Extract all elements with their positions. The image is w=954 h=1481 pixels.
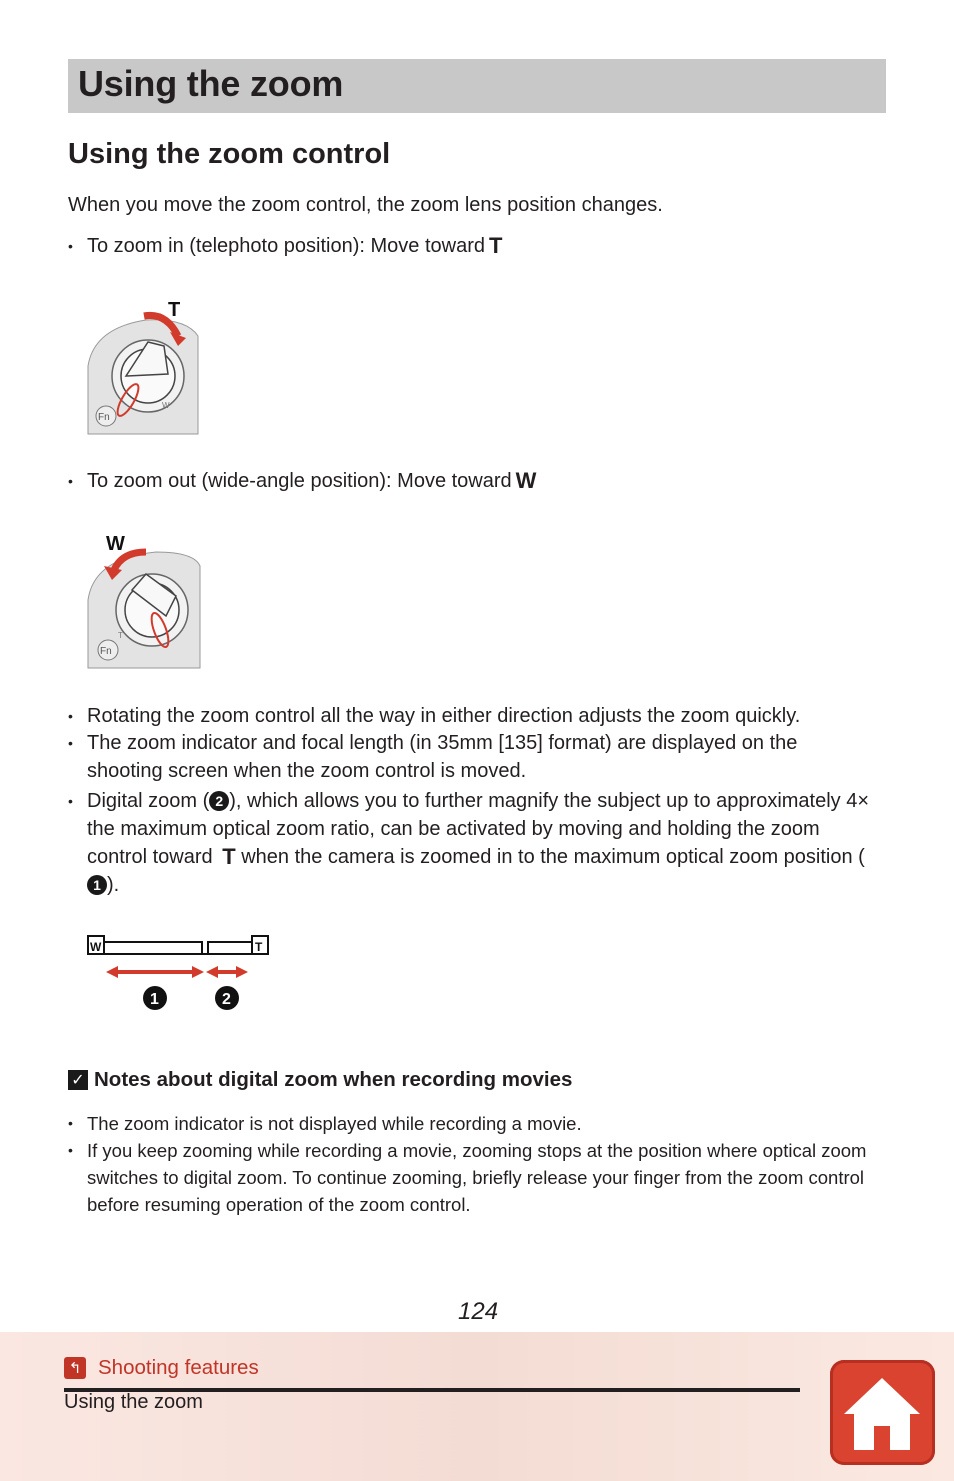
bullet-indicator-text: The zoom indicator and focal length (in 35mm [135] format) are displayed on the shooting screen when the zoom control is moved.	[87, 732, 798, 782]
bullet-tele-text: To zoom in (telephoto position): Move toward	[87, 235, 485, 257]
tele-glyph: T	[488, 233, 503, 258]
zoom-control-tele-figure	[86, 296, 202, 436]
back-arrow-icon: ↰	[64, 1357, 86, 1379]
wide-figure-label: W	[106, 533, 125, 555]
bullet-wide-text: To zoom out (wide-angle position): Move toward	[87, 470, 512, 492]
intro-text: When you move the zoom control, the zoom lens position changes.	[68, 194, 663, 216]
digital-text-4: ).	[107, 874, 120, 896]
circled-number-1: 1	[87, 875, 107, 895]
section-title: Using the zoom control	[68, 138, 391, 170]
footer-link-shooting-features[interactable]	[64, 1356, 259, 1380]
bullet-dot: •	[68, 708, 73, 724]
check-icon: ✓	[68, 1070, 88, 1090]
bullet-indicator	[68, 729, 878, 785]
note-item-text: The zoom indicator is not displayed while recording a movie.	[87, 1113, 582, 1134]
zoom-bar-figure	[86, 934, 272, 1014]
bullet-dot: •	[68, 238, 73, 254]
bar-t-label: T	[255, 940, 263, 954]
bar-w-label: W	[90, 940, 102, 954]
note-title: Notes about digital zoom when recording movies	[94, 1068, 573, 1091]
tiny-w-label: W	[162, 401, 170, 410]
note-item-text: If you keep zooming while recording a movie, zooming stops at the position where optical zoom switches to digital zoom. To continue zooming, briefly release your finger from the zoom control before resuming operation of the zoom control.	[87, 1140, 867, 1215]
home-button[interactable]	[830, 1360, 935, 1465]
page-title-bar	[68, 59, 886, 113]
wide-glyph: W	[515, 468, 537, 493]
bullet-dot: •	[68, 1142, 73, 1158]
bullet-dot: •	[68, 1115, 73, 1131]
tele-glyph: T	[222, 844, 236, 869]
fn-label: Fn	[100, 646, 112, 657]
digital-text-1: Digital zoom (	[87, 790, 210, 812]
bullet-dot: •	[68, 793, 73, 809]
zoom-control-wide-figure	[86, 530, 204, 670]
home-icon	[830, 1360, 935, 1465]
footer-subtitle: Using the zoom	[64, 1391, 203, 1413]
note-item	[68, 1137, 878, 1218]
bullet-wide	[68, 467, 878, 495]
bullet-tele	[68, 232, 878, 260]
note-heading	[68, 1068, 572, 1092]
fn-label: Fn	[98, 412, 110, 423]
bullet-rotating	[68, 702, 878, 730]
circled-number-2: 2	[209, 791, 229, 811]
page-title: Using the zoom	[78, 63, 344, 104]
tiny-t-label: T	[118, 631, 123, 640]
bar-marker-2: 2	[222, 991, 231, 1008]
bullet-rotating-text: Rotating the zoom control all the way in either direction adjusts the zoom quickly.	[87, 705, 801, 727]
bullet-dot: •	[68, 473, 73, 489]
note-item	[68, 1110, 878, 1137]
bullet-digital-zoom	[68, 787, 878, 899]
page-number: 124	[458, 1298, 499, 1325]
bullet-dot: •	[68, 735, 73, 751]
digital-text-3: when the camera is zoomed in to the maximum optical zoom position (	[241, 846, 865, 868]
footer-link-label: Shooting features	[98, 1356, 259, 1379]
bar-marker-1: 1	[150, 991, 159, 1008]
tele-figure-label: T	[168, 299, 181, 321]
digital-text-2: ), which allows you to further magnify the subject up to approximately 4× the maximum optical zoom ratio, can be activated by moving and holding the zoom control toward	[87, 790, 870, 868]
